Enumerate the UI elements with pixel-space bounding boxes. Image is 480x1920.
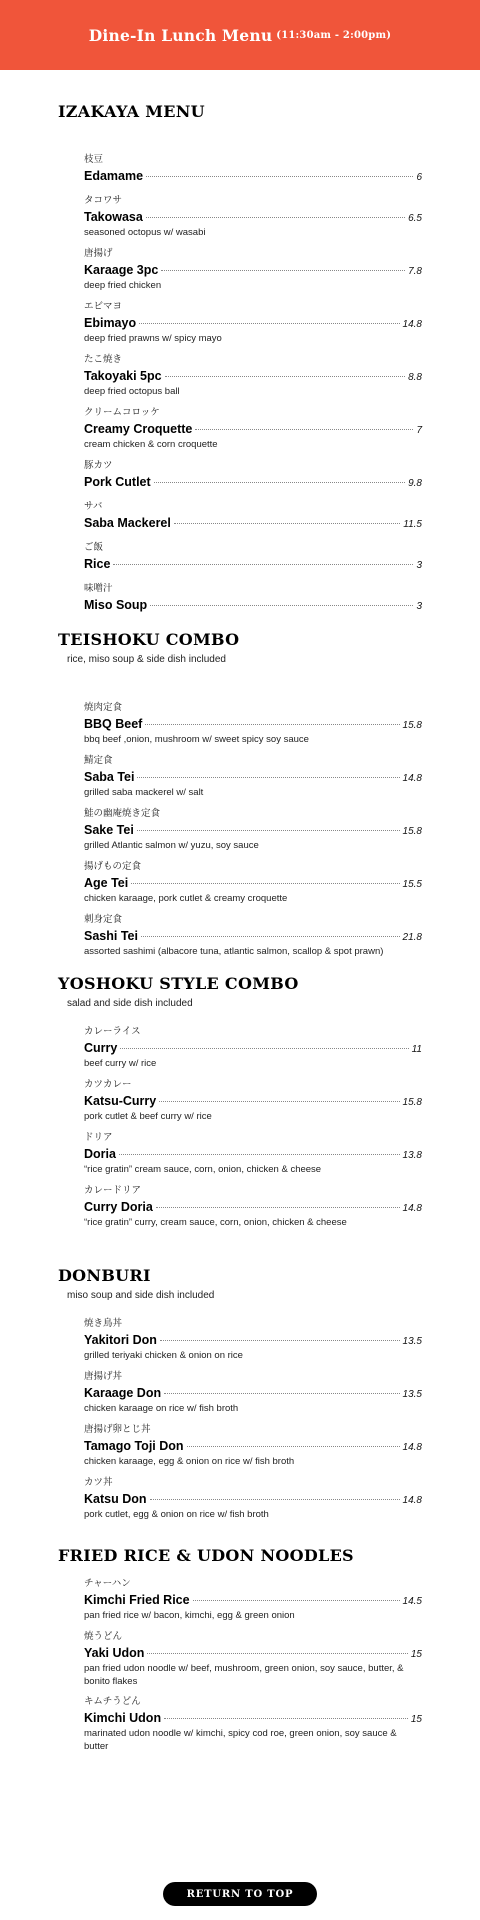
item-name: Doria (84, 1147, 116, 1161)
menu-title: Dine-In Lunch Menu (88, 25, 273, 45)
dotted-leader (141, 936, 400, 937)
item-price: 13.5 (402, 1389, 422, 1400)
item-name: BBQ Beef (84, 717, 143, 731)
item-name-price-row (84, 210, 422, 226)
item-name-price-row (84, 770, 422, 786)
item-name: Takowasa (84, 210, 143, 224)
menu-item (84, 1132, 422, 1177)
item-name: Yakitori Don (84, 1333, 157, 1347)
item-price: 8.8 (408, 372, 422, 383)
item-name-price-row (84, 598, 422, 614)
item-name-price-row (84, 1646, 422, 1662)
item-name: Curry (84, 1041, 118, 1055)
dotted-leader (154, 482, 405, 483)
item-price: 15.8 (402, 1097, 422, 1108)
section-subtitle: salad and side dish included (67, 998, 193, 1009)
item-description: grilled saba mackerel w/ salt (84, 787, 204, 798)
item-description: deep fried octopus ball (84, 386, 180, 397)
item-description: bbq beef ,onion, mushroom w/ sweet spicy soy sauce (84, 734, 309, 745)
section-title: IZAKAYA MENU (58, 102, 205, 121)
item-price: 7 (416, 425, 422, 436)
item-name: Miso Soup (84, 598, 148, 612)
item-description: “rice gratin” curry, cream sauce, corn, onion, chicken & cheese (84, 1217, 347, 1228)
dotted-leader (187, 1446, 400, 1447)
item-description: deep fried chicken (84, 280, 162, 291)
menu-item (84, 702, 422, 747)
dotted-leader (165, 376, 406, 377)
item-japanese-name: 唐揚げ丼 (84, 1371, 123, 1382)
item-name-price-row (84, 169, 422, 185)
item-name-price-row (84, 475, 422, 491)
item-description: chicken karaage, egg & onion on rice w/ fish broth (84, 1456, 295, 1467)
item-price: 3 (416, 560, 422, 571)
dotted-leader (150, 605, 413, 606)
dotted-leader (119, 1154, 400, 1155)
item-japanese-name: カツカレー (84, 1079, 132, 1090)
menu-item (84, 1079, 422, 1124)
menu-item (84, 861, 422, 906)
dotted-leader (113, 564, 413, 565)
dotted-leader (137, 777, 399, 778)
item-name-price-row (84, 1593, 422, 1609)
item-name-price-row (84, 422, 422, 438)
item-japanese-name: 焼き鳥丼 (84, 1318, 123, 1329)
item-price: 13.8 (402, 1150, 422, 1161)
item-description: chicken karaage, pork cutlet & creamy croquette (84, 893, 288, 904)
dotted-leader (146, 176, 413, 177)
item-japanese-name: カレードリア (84, 1185, 142, 1196)
item-name: Saba Tei (84, 770, 135, 784)
item-name: Katsu Don (84, 1492, 147, 1506)
item-name: Kimchi Udon (84, 1711, 162, 1725)
item-name: Rice (84, 557, 111, 571)
item-price: 15.5 (402, 879, 422, 890)
dotted-leader (156, 1207, 400, 1208)
item-price: 3 (416, 601, 422, 612)
menu-item (84, 354, 422, 399)
item-japanese-name: キムチうどん (84, 1696, 141, 1707)
menu-item (84, 501, 422, 532)
item-name-price-row (84, 929, 422, 945)
item-name: Curry Doria (84, 1200, 153, 1214)
item-price: 21.8 (402, 932, 422, 943)
item-japanese-name: タコワサ (84, 195, 123, 206)
item-description: assorted sashimi (albacore tuna, atlantic salmon, scallop & spot prawn) (84, 946, 384, 957)
item-price: 15.8 (402, 826, 422, 837)
dotted-leader (131, 883, 399, 884)
menu-body (0, 70, 480, 1850)
item-japanese-name: カツ丼 (84, 1477, 113, 1488)
menu-item (84, 1026, 422, 1071)
item-japanese-name: 揚げもの定食 (84, 861, 142, 872)
item-price: 6.5 (408, 213, 422, 224)
section-title: YOSHOKU STYLE COMBO (58, 974, 299, 993)
section-title: DONBURI (58, 1266, 151, 1285)
item-japanese-name: クリームコロッケ (84, 407, 160, 418)
dotted-leader (160, 1340, 400, 1341)
item-japanese-name: 枝豆 (84, 154, 104, 165)
item-name: Pork Cutlet (84, 475, 151, 489)
section-title: FRIED RICE & UDON NOODLES (58, 1546, 354, 1565)
menu-item (84, 914, 422, 959)
section-subtitle: rice, miso soup & side dish included (67, 654, 226, 665)
item-description: grilled teriyaki chicken & onion on rice (84, 1350, 243, 1361)
dotted-leader (120, 1048, 408, 1049)
item-description: deep fried prawns w/ spicy mayo (84, 333, 222, 344)
menu-item (84, 195, 422, 240)
item-name-price-row (84, 876, 422, 892)
item-japanese-name: サバ (84, 501, 103, 512)
item-japanese-name: カレーライス (84, 1026, 141, 1037)
item-name-price-row (84, 316, 422, 332)
item-name: Creamy Croquette (84, 422, 193, 436)
item-description: marinated udon noodle w/ kimchi, spicy cod roe, green onion, soy sauce & butter (84, 1728, 397, 1752)
item-name: Kimchi Fried Rice (84, 1593, 190, 1607)
dotted-leader (147, 1653, 407, 1654)
item-name-price-row (84, 1147, 422, 1163)
item-description: pan fried rice w/ bacon, kimchi, egg & green onion (84, 1610, 295, 1621)
item-description: “rice gratin” cream sauce, corn, onion, chicken & cheese (84, 1164, 322, 1175)
item-name: Takoyaki 5pc (84, 369, 162, 383)
menu-item (84, 1371, 422, 1416)
item-description: cream chicken & corn croquette (84, 439, 218, 450)
dotted-leader (195, 429, 413, 430)
item-price: 9.8 (408, 478, 422, 489)
menu-header-banner (0, 0, 480, 70)
item-price: 15.8 (402, 720, 422, 731)
item-japanese-name: 鯖定食 (84, 755, 113, 766)
dotted-leader (145, 724, 399, 725)
item-price: 14.8 (402, 1442, 422, 1453)
item-name-price-row (84, 1386, 422, 1402)
item-description: pork cutlet, egg & onion on rice w/ fish broth (84, 1509, 269, 1520)
menu-item (84, 248, 422, 293)
menu-item (84, 301, 422, 346)
dotted-leader (150, 1499, 400, 1500)
item-name-price-row (84, 1041, 422, 1057)
item-name: Yaki Udon (84, 1646, 145, 1660)
return-to-top-button[interactable]: RETURN TO TOP (163, 1882, 317, 1906)
dotted-leader (159, 1101, 399, 1102)
item-description: beef curry w/ rice (84, 1058, 157, 1069)
item-japanese-name: 焼うどん (84, 1631, 123, 1642)
item-name: Tamago Toji Don (84, 1439, 184, 1453)
item-name: Katsu-Curry (84, 1094, 157, 1108)
item-price: 15 (410, 1649, 422, 1660)
item-japanese-name: 唐揚げ (84, 248, 113, 259)
item-name: Saba Mackerel (84, 516, 171, 530)
item-name-price-row (84, 1492, 422, 1508)
dotted-leader (161, 270, 405, 271)
menu-item (84, 542, 422, 573)
menu-item (84, 1318, 422, 1363)
item-japanese-name: 鮭の幽庵焼き定食 (84, 808, 161, 819)
item-name-price-row (84, 263, 422, 279)
menu-hours: (11:30am - 2:00pm) (276, 29, 392, 41)
menu-item (84, 1696, 422, 1753)
item-name-price-row (84, 1094, 422, 1110)
item-name-price-row (84, 1711, 422, 1727)
menu-item (84, 1424, 422, 1469)
item-description: chicken karaage on rice w/ fish broth (84, 1403, 239, 1414)
item-japanese-name: ドリア (84, 1132, 113, 1143)
menu-item (84, 583, 422, 614)
menu-item (84, 407, 422, 452)
item-name-price-row (84, 717, 422, 733)
dotted-leader (139, 323, 399, 324)
dotted-leader (164, 1393, 399, 1394)
dotted-leader (174, 523, 400, 524)
item-price: 14.8 (402, 1495, 422, 1506)
item-name-price-row (84, 1439, 422, 1455)
item-price: 14.8 (402, 773, 422, 784)
menu-item (84, 1477, 422, 1522)
item-name-price-row (84, 516, 422, 532)
item-japanese-name: 味噌汁 (84, 583, 113, 594)
item-japanese-name: ご飯 (84, 542, 104, 553)
item-japanese-name: エビマヨ (84, 301, 123, 312)
section-subtitle: miso soup and side dish included (67, 1290, 215, 1301)
menu-item (84, 460, 422, 491)
item-description: pork cutlet & beef curry w/ rice (84, 1111, 212, 1122)
item-name: Karaage 3pc (84, 263, 159, 277)
item-description: grilled Atlantic salmon w/ yuzu, soy sauce (84, 840, 259, 851)
item-price: 14.5 (402, 1596, 422, 1607)
item-name: Sashi Tei (84, 929, 138, 943)
item-japanese-name: 豚カツ (84, 460, 113, 471)
item-japanese-name: 刺身定食 (84, 914, 123, 925)
item-price: 7.8 (408, 266, 422, 277)
item-name-price-row (84, 823, 422, 839)
menu-item (84, 154, 422, 185)
menu-item (84, 1185, 422, 1230)
item-name-price-row (84, 1200, 422, 1216)
item-japanese-name: 唐揚げ卵とじ丼 (84, 1424, 151, 1435)
dotted-leader (137, 830, 400, 831)
item-price: 6 (416, 172, 422, 183)
item-japanese-name: 焼肉定食 (84, 702, 123, 713)
item-description: pan fried udon noodle w/ beef, mushroom, green onion, soy sauce, butter, & bonito flakes (84, 1663, 404, 1687)
item-price: 11 (411, 1044, 422, 1055)
item-price: 15 (410, 1714, 422, 1725)
item-name: Karaage Don (84, 1386, 162, 1400)
item-price: 13.5 (402, 1336, 422, 1347)
item-price: 14.8 (402, 1203, 422, 1214)
item-name: Edamame (84, 169, 144, 183)
item-price: 11.5 (403, 519, 422, 530)
item-japanese-name: たこ焼き (84, 354, 123, 365)
item-name-price-row (84, 557, 422, 573)
item-name: Sake Tei (84, 823, 134, 837)
section-title: TEISHOKU COMBO (58, 630, 240, 649)
menu-item (84, 808, 422, 853)
item-description: seasoned octopus w/ wasabi (84, 227, 206, 238)
item-name-price-row (84, 1333, 422, 1349)
dotted-leader (164, 1718, 408, 1719)
menu-item (84, 1631, 422, 1688)
dotted-leader (193, 1600, 400, 1601)
dotted-leader (146, 217, 405, 218)
item-price: 14.8 (402, 319, 422, 330)
item-name-price-row (84, 369, 422, 385)
item-name: Age Tei (84, 876, 129, 890)
menu-item (84, 755, 422, 800)
item-japanese-name: チャーハン (84, 1578, 131, 1589)
menu-item (84, 1578, 422, 1623)
item-name: Ebimayo (84, 316, 137, 330)
